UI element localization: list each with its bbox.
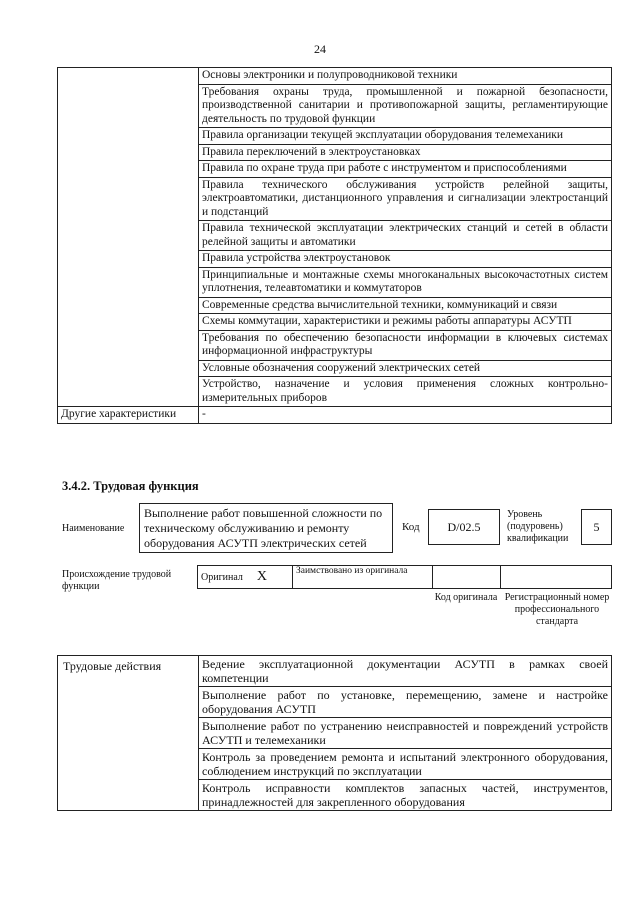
original-cell	[198, 566, 293, 589]
level-label: Уровень (подуровень) квалификации	[507, 509, 569, 544]
other-characteristics-label: Другие характеристики	[58, 407, 199, 424]
knowledge-item: Схемы коммутации, характеристики и режимы работы аппаратуры АСУТП	[199, 314, 612, 331]
knowledge-item: Основы электроники и полупроводниковой техники	[199, 68, 612, 85]
other-characteristics-value: -	[199, 407, 612, 424]
origin-table	[197, 565, 612, 589]
action-item: Выполнение работ по установке, перемещению, замене и настройке оборудования АСУТП	[199, 687, 612, 718]
origin-reg-cell	[501, 566, 612, 589]
knowledge-item: Правила технического обслуживания устройств релейной защиты, электроавтоматики, дистанционного управления и сигнализации электростанций и подстанций	[199, 177, 612, 221]
knowledge-item: Современные средства вычислительной техники, коммуникаций и связи	[199, 297, 612, 314]
knowledge-item: Устройство, назначение и условия применения сложных контрольно-измерительных приборов	[199, 377, 612, 407]
knowledge-body	[58, 68, 612, 424]
knowledge-row	[58, 68, 612, 85]
borrowed-cell: Заимствовано из оригинала	[293, 566, 433, 589]
knowledge-table	[57, 67, 612, 424]
level-value-box: 5	[581, 509, 612, 545]
knowledge-item: Правила технической эксплуатации электрических станций и сетей в области релейной защиты и автоматики	[199, 221, 612, 251]
origin-code-cell	[433, 566, 501, 589]
section-heading: 3.4.2. Трудовая функция	[62, 479, 199, 493]
page-number: 24	[314, 42, 326, 56]
code-caption: Код оригинала	[434, 592, 498, 603]
original-label: Оригинал	[201, 571, 243, 583]
knowledge-item: Принципиальные и монтажные схемы многоканальных высокочастотных систем уплотнения, телеавтоматики и коммутаторов	[199, 267, 612, 297]
action-item: Контроль исправности комплектов запасных частей, инструментов, принадлежностей для закрепленного оборудования	[199, 780, 612, 811]
knowledge-item: Правила по охране труда при работе с инструментом и приспособлениями	[199, 161, 612, 178]
original-mark: X	[256, 568, 268, 584]
function-code-box: D/02.5	[428, 509, 500, 545]
knowledge-item: Правила организации текущей эксплуатации оборудования телемеханики	[199, 128, 612, 145]
other-characteristics-row	[58, 407, 612, 424]
knowledge-label-cell	[58, 68, 199, 407]
actions-body	[58, 656, 612, 811]
knowledge-item: Правила переключений в электроустановках	[199, 144, 612, 161]
name-label: Наименование	[62, 523, 125, 534]
origin-label: Происхождение трудовой функции	[62, 569, 172, 592]
actions-table	[57, 655, 612, 811]
knowledge-item: Условные обозначения сооружений электрических сетей	[199, 360, 612, 377]
code-label: Код	[402, 521, 420, 533]
action-item: Выполнение работ по устранению неисправностей и повреждений устройств АСУТП и телемеханики	[199, 718, 612, 749]
function-name-box: Выполнение работ повышенной сложности по техническому обслуживанию и ремонту оборудования АСУТП электрических сетей	[139, 503, 393, 553]
action-row	[58, 656, 612, 687]
action-item: Контроль за проведением ремонта и испытаний электронного оборудования, соблюдением инструкций по эксплуатации	[199, 749, 612, 780]
action-item: Ведение эксплуатационной документации АСУТП в рамках своей компетенции	[199, 656, 612, 687]
knowledge-item: Требования охраны труда, промышленной и пожарной безопасности, производственной санитарии и противопожарной защиты, регламентирующие деятельность по трудовой функции	[199, 84, 612, 128]
knowledge-item: Требования по обеспечению безопасности информации в ключевых системах информационной инфраструктуры	[199, 330, 612, 360]
actions-label: Трудовые действия	[58, 656, 199, 811]
origin-row	[198, 566, 612, 589]
reg-caption: Регистрационный номер профессионального стандарта	[504, 592, 610, 627]
knowledge-item: Правила устройства электроустановок	[199, 251, 612, 268]
